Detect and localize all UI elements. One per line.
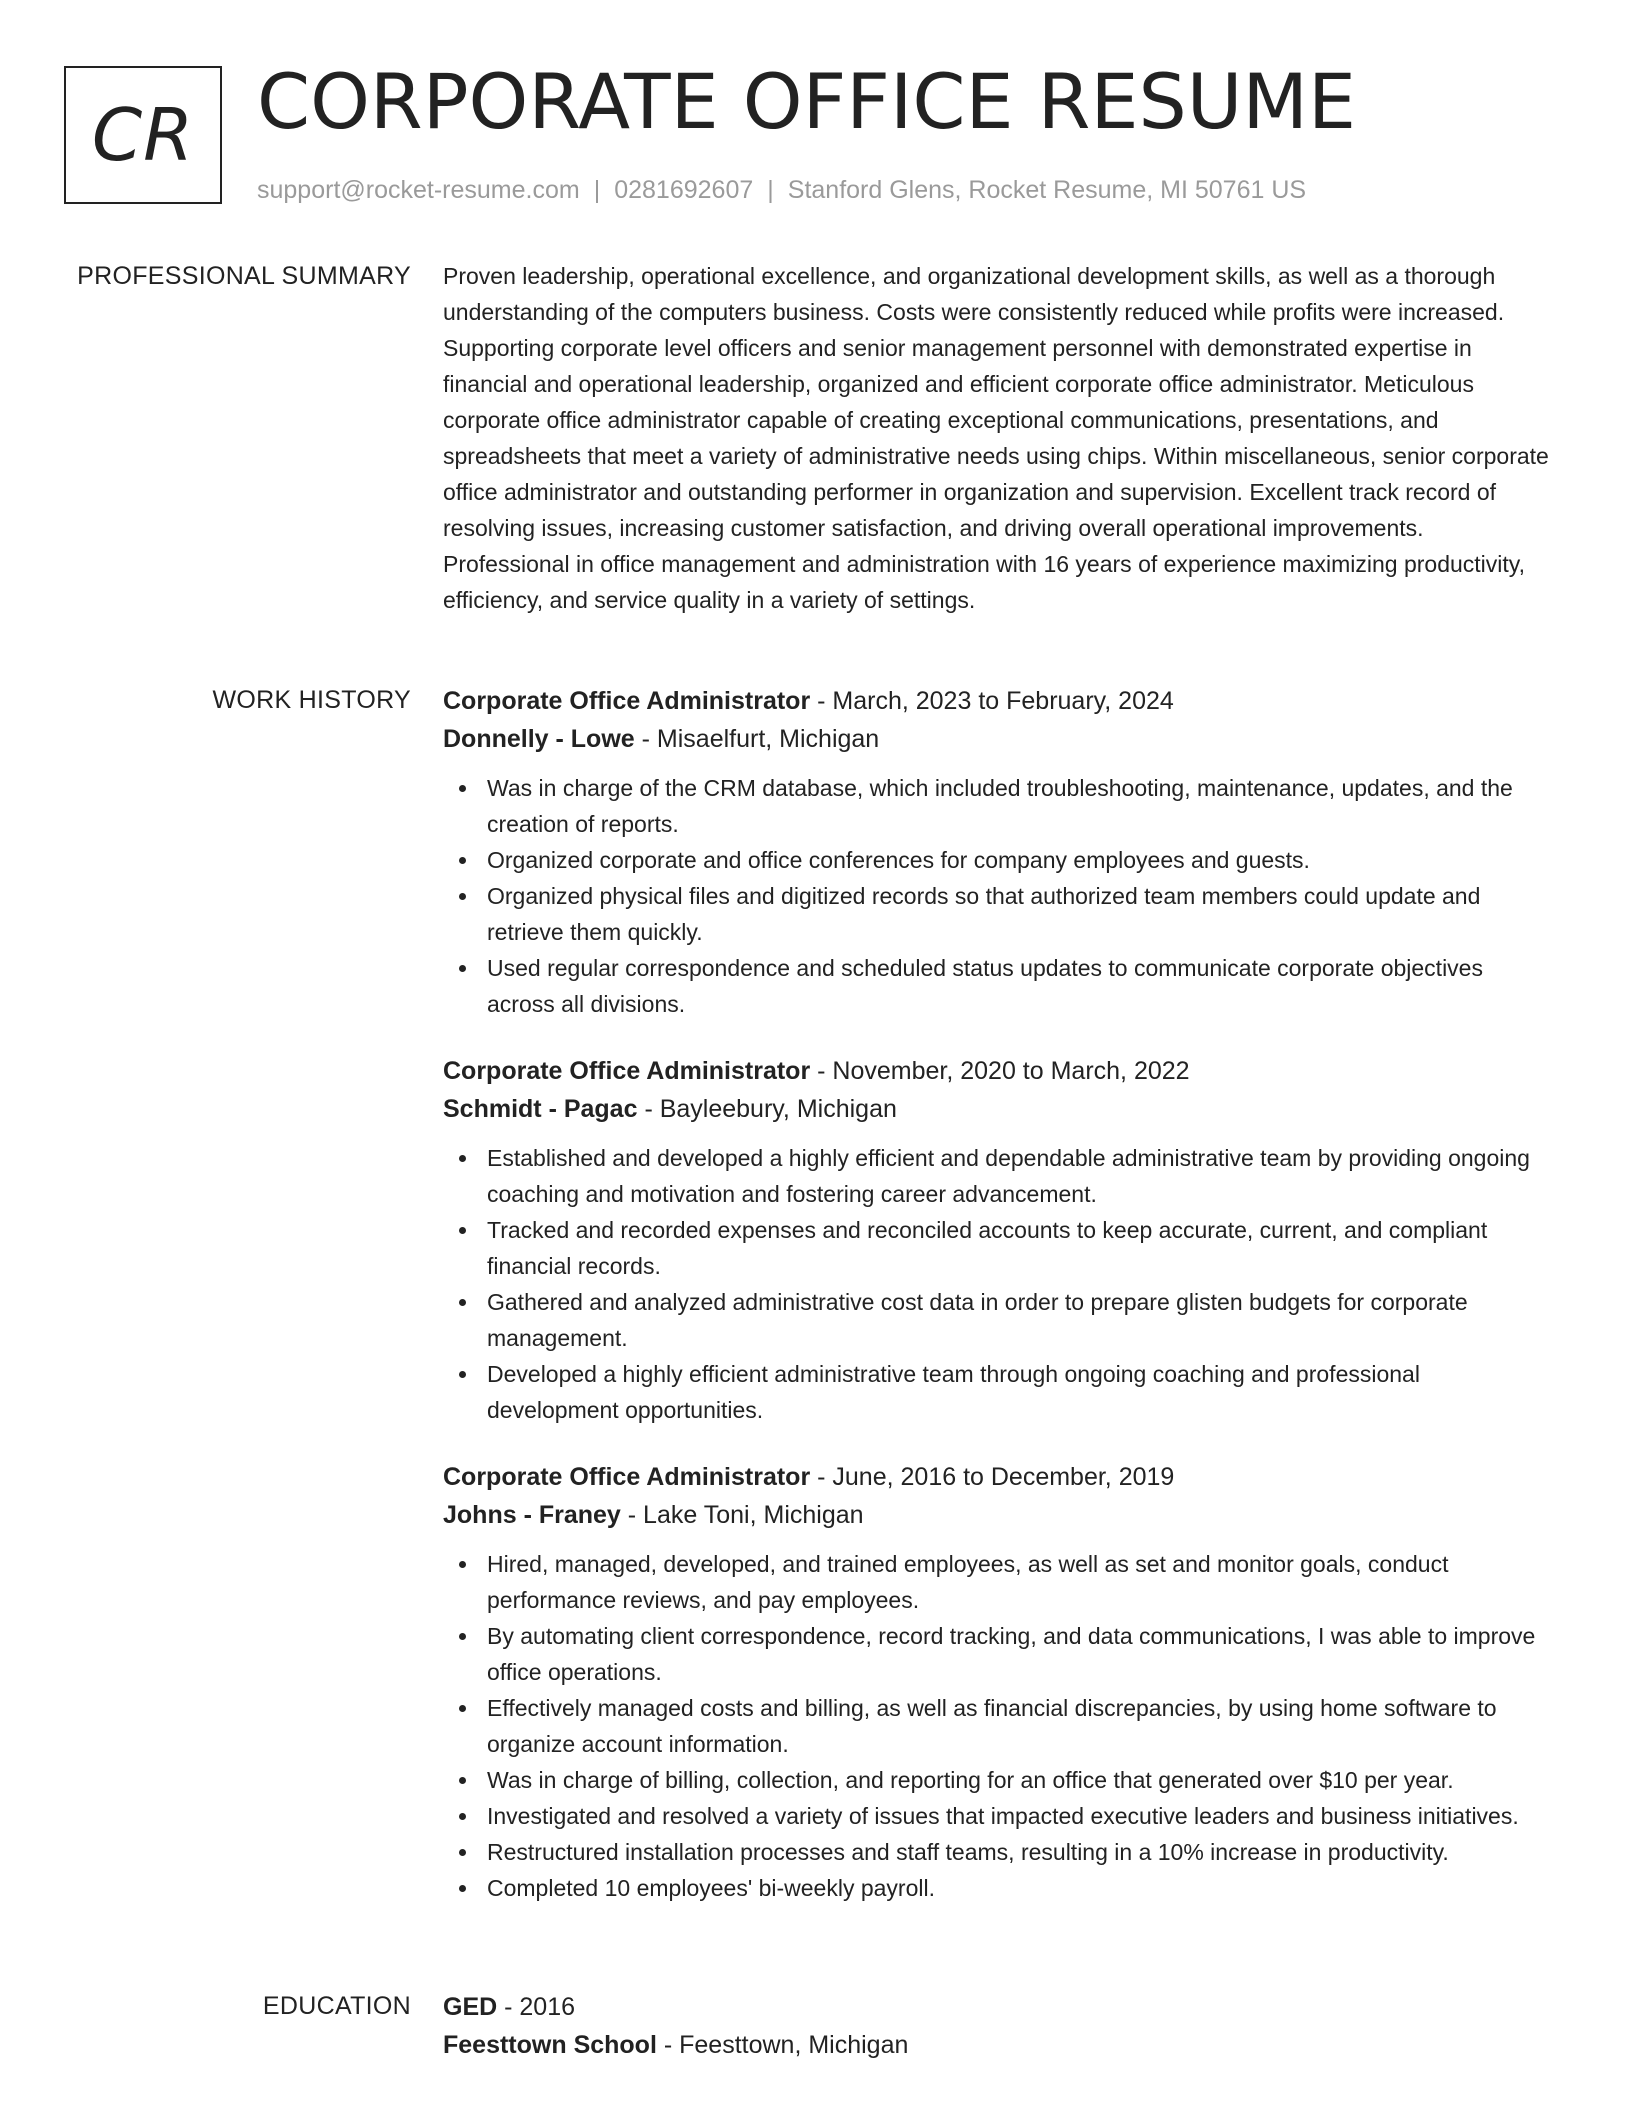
education-school-line [443,2026,1553,2064]
list-item: Organized physical files and digitized records so that authorized team members could update and retrieve them quickly. [487,878,1553,950]
job-title-line [443,1052,1553,1090]
list-item: Restructured installation processes and staff teams, resulting in a 10% increase in productivity. [487,1834,1553,1870]
job-entry [443,1052,1553,1428]
summary-text: Proven leadership, operational excellence, and organizational development skills, as well as a thorough understanding of the computers business. Costs were consistently reduced while profits were increased. Supporting corporate level officers and senior management personnel with demonstrated expertise in financial and operational leadership, organized and efficient corporate office administrator. Meticulous corporate office administrator capable of creating exceptional communications, presentations, and spreadsheets that meet a variety of administrative needs using chips. Within miscellaneous, senior corporate office administrator and outstanding performer in organization and supervision. Excellent track record of resolving issues, increasing customer satisfaction, and driving overall operational improvements. Professional in office management and administration with 16 years of experience maximizing productivity, efficiency, and service quality in a variety of settings. [443,263,1549,613]
job-company: Johns - Franey [443,1501,621,1529]
job-entry [443,682,1553,1022]
contact-address: Stanford Glens, Rocket Resume, MI 50761 US [787,176,1307,204]
job-title-line [443,682,1553,720]
section-label-work-history: WORK HISTORY [212,686,411,714]
section-label-summary: PROFESSIONAL SUMMARY [77,262,411,290]
list-item: Used regular correspondence and scheduled status updates to communicate corporate objectives across all divisions. [487,950,1553,1022]
education-degree: GED [443,1993,498,2021]
job-company-line [443,720,1553,758]
job-company-line [443,1496,1553,1534]
list-item: Was in charge of the CRM database, which included troubleshooting, maintenance, updates, and the creation of reports. [487,770,1553,842]
list-item: Was in charge of billing, collection, and reporting for an office that generated over $10 per year. [487,1762,1553,1798]
contact-separator: | [593,176,601,204]
job-dates: - June, 2016 to December, 2019 [810,1463,1175,1491]
monogram-logo: CR [64,66,222,204]
job-title: Corporate Office Administrator [443,1463,811,1491]
job-title: Corporate Office Administrator [443,687,811,715]
job-company-line [443,1090,1553,1128]
job-title: Corporate Office Administrator [443,1057,811,1085]
contact-phone: 0281692607 [614,176,754,204]
summary-body [443,258,1553,618]
education-year: - 2016 [497,1993,576,2021]
work-history-body [443,682,1553,1936]
list-item: Tracked and recorded expenses and reconciled accounts to keep accurate, current, and compliant financial records. [487,1212,1553,1284]
job-title-line [443,1458,1553,1496]
contact-separator: | [767,176,774,204]
job-location: - Bayleebury, Michigan [637,1095,897,1123]
list-item: Effectively managed costs and billing, as well as financial discrepancies, by using home software to organize account information. [487,1690,1553,1762]
list-item: Developed a highly efficient administrative team through ongoing coaching and professional development opportunities. [487,1356,1553,1428]
list-item: Organized corporate and office conferences for company employees and guests. [487,842,1553,878]
job-location: - Lake Toni, Michigan [620,1501,864,1529]
job-company: Donnelly - Lowe [443,725,635,753]
education-location: - Feesttown, Michigan [656,2031,909,2059]
job-entry [443,1458,1553,1906]
list-item: Established and developed a highly efficient and dependable administrative team by providing ongoing coaching and motivation and fostering career advancement. [487,1140,1553,1212]
education-degree-line [443,1988,1553,2026]
page-title: CORPORATE OFFICE RESUME [257,57,1356,146]
list-item: By automating client correspondence, record tracking, and data communications, I was able to improve office operations. [487,1618,1553,1690]
job-bullets [443,1546,1553,1906]
list-item: Gathered and analyzed administrative cost data in order to prepare glisten budgets for corporate management. [487,1284,1553,1356]
list-item: Completed 10 employees' bi-weekly payroll. [487,1870,1553,1906]
job-location: - Misaelfurt, Michigan [634,725,880,753]
list-item: Hired, managed, developed, and trained employees, as well as set and monitor goals, conduct performance reviews, and pay employees. [487,1546,1553,1618]
list-item: Investigated and resolved a variety of issues that impacted executive leaders and business initiatives. [487,1798,1553,1834]
job-bullets [443,1140,1553,1428]
job-bullets [443,770,1553,1022]
section-label-education: EDUCATION [262,1992,411,2020]
contact-line [257,174,1306,206]
education-school: Feesttown School [443,2031,657,2059]
contact-email: support@rocket-resume.com [257,176,580,204]
job-dates: - March, 2023 to February, 2024 [810,687,1174,715]
job-company: Schmidt - Pagac [443,1095,638,1123]
education-body [443,1988,1553,2064]
job-dates: - November, 2020 to March, 2022 [810,1057,1190,1085]
